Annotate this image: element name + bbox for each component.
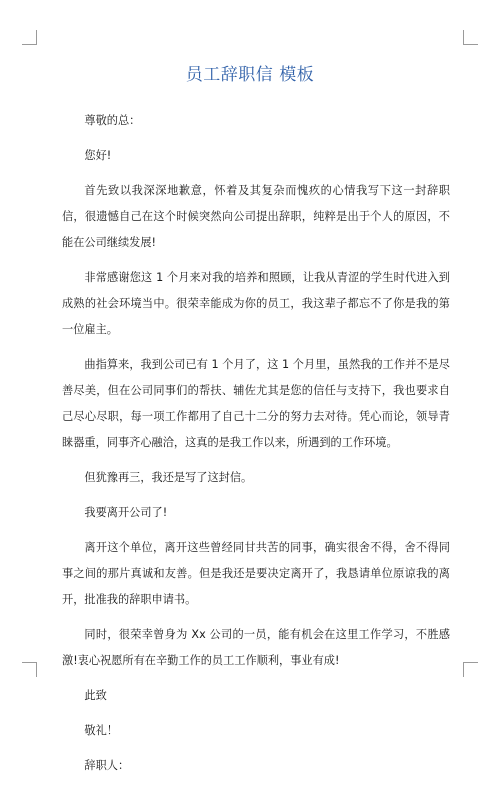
- closing-jingli: 敬礼！: [84, 724, 118, 737]
- crop-mark-top-right: [463, 30, 478, 45]
- closing-cizhi: 此致: [84, 689, 107, 702]
- paragraph-wishes: 同时，很荣幸曾身为 Xx 公司的一员，能有机会在这里工作学习，不胜感激!衷心祝愿所有在辛勤工作的员工工作顺利，事业有成!: [62, 628, 450, 667]
- paragraph-apology: 首先致以我深深地歉意，怀着及其复杂而愧疚的心情我写下这一封辞职信，很遗憾自己在这个时候突然向公司提出辞职，纯粹是出于个人的原因，不能在公司继续发展!: [62, 184, 450, 249]
- paragraph-hesitation: 但犹豫再三，我还是写了这封信。: [84, 471, 253, 484]
- paragraph-thanks: 非常感谢您这 1 个月来对我的培养和照顾，让我从青涩的学生时代进入到成熟的社会环境当中。很荣幸能成为你的员工，我这辈子都忘不了你是我的第一位雇主。: [62, 271, 450, 336]
- crop-mark-bottom-left: [22, 662, 37, 677]
- crop-mark-top-left: [22, 30, 37, 45]
- letter-body: [62, 108, 450, 788]
- document-title: 员工辞职信 模板: [185, 65, 315, 85]
- signature-label: 辞职人：: [84, 759, 130, 772]
- paragraph-request: 离开这个单位，离开这些曾经同甘共苦的同事，确实很舍不得，舍不得同事之间的那片真诚和友善。但是我还是要决定离开了，我恳请单位原谅我的离开，批准我的辞职申请书。: [62, 541, 450, 606]
- greeting: 您好!: [84, 149, 112, 162]
- crop-mark-bottom-right: [463, 662, 478, 677]
- paragraph-leaving: 我要离开公司了!: [84, 506, 168, 519]
- paragraph-experience: 曲指算来，我到公司已有 1 个月了，这 1 个月里，虽然我的工作并不是尽善尽美，但在公司同事们的帮扶、辅佐尤其是您的信任与支持下，我也要求自己尽心尽职，每一项工作都用了自己十二分的努力去对待。凭心而论，领导青睐器重，同事齐心融洽，这真的是我工作以来，所遇到的工作环境。: [62, 358, 450, 449]
- salutation: 尊敬的总：: [84, 114, 141, 127]
